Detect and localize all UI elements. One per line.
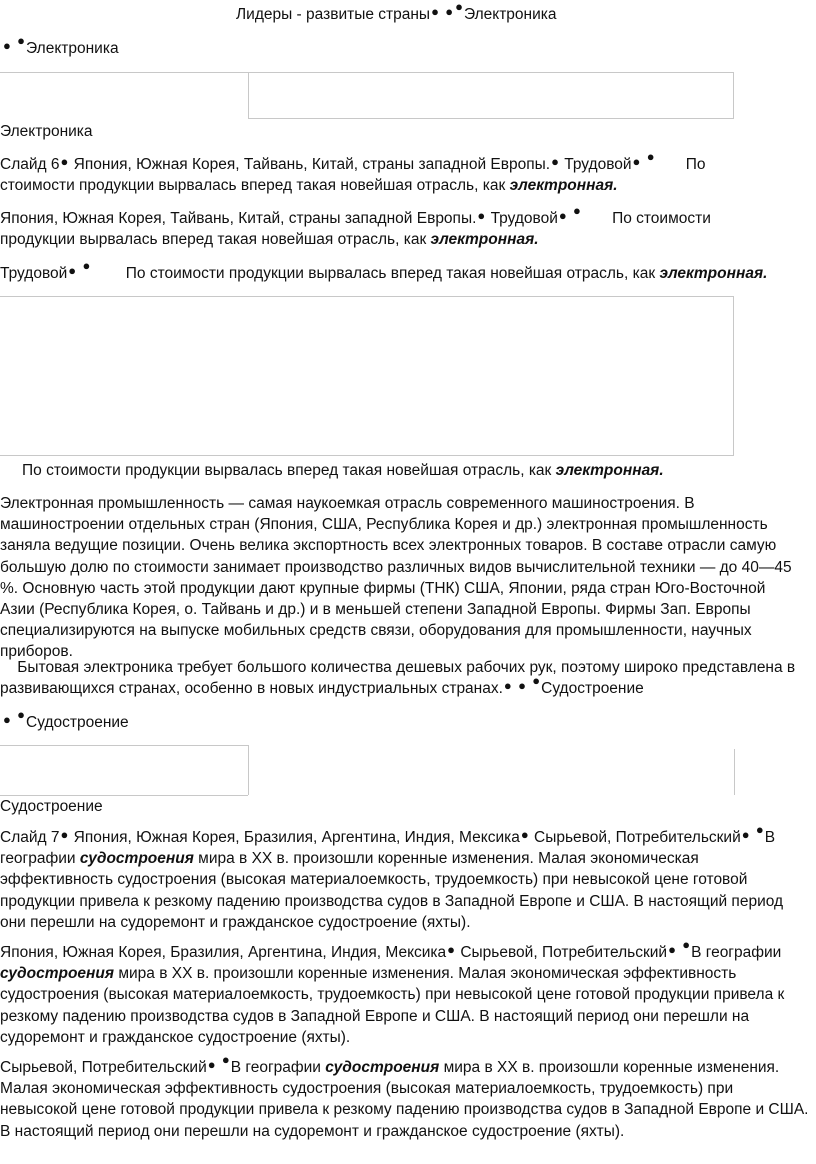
page-header: [236, 0, 557, 25]
electronics-bullet-title: [2, 33, 119, 59]
frame-top-border: [0, 745, 248, 746]
labor-text: Трудовой: [564, 156, 632, 173]
electronics-heading: Электроника: [0, 123, 93, 140]
rest-text: мира в XX в. произошли коренные изменения. Малая экономическая эффективность судостроения (высокая материалоемкость, трудоемкость) при невысокой цене готовой продукции привела к резкому падению производства судов в Западной Европе и США. В настоящий период они перешли на судоремонт и гражданское судостроение (яхты).: [0, 850, 784, 931]
bullet-icon: ●: [668, 942, 676, 957]
rest-text: мира в XX в. произошли коренные изменения. Малая экономическая эффективность судостроения (высокая материалоемкость, трудоемкость) при невысокой цене готовой продукции привела к резкому падению производства судов в Западной Европе и США. В настоящий период они перешли на судоремонт и гражданское судостроение (яхты).: [0, 1059, 809, 1140]
frame-bottom-border: [248, 118, 734, 119]
header-sub: Электроника: [463, 6, 557, 23]
bullet-icon: ●: [682, 937, 691, 952]
frame-top-border: [0, 72, 734, 73]
countries-text: Япония, Южная Корея, Бразилия, Аргентина, Индия, Мексика: [73, 829, 520, 846]
bullet-icon: ●: [646, 149, 655, 164]
intro-text: В географии: [230, 1059, 321, 1076]
intro-text: В географии: [0, 829, 776, 868]
bullet-icon: ●: [445, 4, 454, 19]
bullet-icon: ●: [551, 154, 559, 169]
bullet-icon: ●: [455, 0, 463, 14]
highlight-electronics: электронная.: [430, 231, 539, 249]
shipbuilding-countries-paragraph: [0, 937, 800, 1048]
bullet-icon: ●: [741, 827, 750, 842]
bullet-icon: ●: [518, 678, 526, 694]
bullet-icon: ●: [558, 208, 567, 223]
frame-divider: [248, 745, 249, 795]
highlight-shipbuilding: судостроения: [79, 850, 194, 868]
labor-line: [0, 258, 768, 284]
shipbuilding-inline-title: Судостроение: [541, 680, 644, 698]
frame-right-border: [734, 749, 735, 795]
bullet-icon: ●: [503, 678, 512, 694]
bullet-icon: ●: [207, 1057, 216, 1072]
bullet-icon: ●: [3, 712, 11, 727]
cost-text-short: По стоимости: [612, 210, 711, 227]
image-placeholder-frame: [0, 72, 734, 120]
slide-label: Слайд 6: [0, 156, 60, 173]
bullet-icon: ●: [60, 154, 69, 169]
shipbuilding-factors-paragraph: [0, 1052, 814, 1142]
slide-7-paragraph: [0, 822, 812, 933]
bullet-icon: ●: [431, 4, 439, 19]
frame-right-border: [733, 72, 734, 118]
bullet-icon: ●: [221, 1052, 230, 1067]
labor-text: Трудовой: [0, 265, 68, 282]
image-placeholder-box: [0, 296, 734, 456]
image-placeholder-frame-2: [0, 745, 736, 797]
bullet-icon: ●: [17, 707, 26, 722]
electronics-title-text: Электроника: [26, 40, 119, 57]
cost-caption: [22, 460, 664, 481]
highlight-electronics: электронная.: [509, 177, 618, 195]
bullet-icon: ●: [17, 33, 26, 48]
countries-paragraph: [0, 203, 790, 250]
rest-text: мира в XX в. произошли коренные изменения. Малая экономическая эффективность судостроения (высокая материалоемкость, трудоемкость) при невысокой цене готовой продукции привела к резкому падению производства судов в Западной Европе и США. В настоящий период они перешли на судоремонт и гражданское судостроение (яхты).: [0, 965, 785, 1046]
highlight-shipbuilding: судостроения: [0, 965, 115, 983]
bullet-icon: ●: [3, 38, 11, 53]
shipbuilding-title-text: Судостроение: [26, 714, 129, 731]
countries-text: Япония, Южная Корея, Тайвань, Китай, страны западной Европы.: [73, 156, 551, 173]
bullet-icon: ●: [447, 942, 456, 957]
bullet-icon: ●: [82, 258, 91, 273]
cost-text: По стоимости продукции вырвалась вперед такая новейшая отрасль, как: [22, 462, 552, 479]
bullet-icon: ●: [520, 827, 529, 842]
header-title: Лидеры - развитые страны: [236, 6, 431, 23]
shipbuilding-bullet-title: [2, 707, 129, 733]
slide-6-paragraph: [0, 149, 790, 196]
countries-text: Япония, Южная Корея, Бразилия, Аргентина, Индия, Мексика: [0, 944, 447, 961]
factors-text: Сырьевой, Потребительский: [534, 829, 741, 846]
household-text: Бытовая электроника требует большого количества дешевых рабочих рук, поэтому широко представлена в развивающихся странах, особенно в новых индустриальных странах.: [0, 659, 796, 698]
frame-divider: [248, 72, 249, 118]
bullet-icon: ●: [755, 822, 764, 837]
intro-text: В географии: [691, 944, 782, 961]
highlight-electronics: электронная.: [659, 265, 768, 282]
bullet-icon: ●: [632, 154, 641, 169]
bullet-icon: ●: [477, 208, 486, 223]
cost-text: По стоимости продукции вырвалась вперед такая новейшая отрасль, как: [125, 265, 656, 282]
bullet-icon: ●: [68, 263, 77, 278]
factors-text: Сырьевой, Потребительский: [460, 944, 668, 961]
highlight-electronics: электронная.: [555, 462, 664, 479]
factors-text: Сырьевой, Потребительский: [0, 1059, 207, 1076]
household-paragraph: [0, 657, 814, 699]
electronics-body: Электронная промышленность — самая наукоемкая отрасль современного машиностроения. В машиностроении отдельных стран (Япония, США, Республика Корея и др.) электронная промышленность заняла ведущие позиции. Очень велика экспортность всех электронных товаров. В составе отрасли самую большую долю по стоимости занимает производство различных видов вычислительной техники — до 40—45 %. Основную часть этой продукции дают крупные фирмы (ТНК) США, Японии, ряда стран Юго-Восточной Азии (Республика Корея, о. Тайвань и др.) и в меньшей степени Западной Европы. Фирмы Зап. Европы специализируются на выпуске мобильных средств связи, оборудования для промышленности, научных приборов.: [0, 495, 792, 661]
bullet-icon: ●: [573, 203, 581, 218]
shipbuilding-heading: Судостроение: [0, 798, 103, 815]
slide-label: Слайд 7: [0, 829, 60, 846]
bullet-icon: ●: [60, 827, 69, 842]
bullet-icon: ●: [532, 673, 541, 689]
cost-text-lead: По: [685, 156, 706, 173]
cost-text-rest: продукции вырвалась вперед такая новейшая отрасль, как: [0, 231, 427, 249]
cost-text-tail: стоимости продукции вырвалась вперед такая новейшая отрасль, как: [0, 177, 506, 195]
highlight-shipbuilding: судостроения: [325, 1059, 440, 1076]
labor-text: Трудовой: [490, 210, 558, 227]
countries-text: Япония, Южная Корея, Тайвань, Китай, страны западной Европы.: [0, 210, 477, 227]
